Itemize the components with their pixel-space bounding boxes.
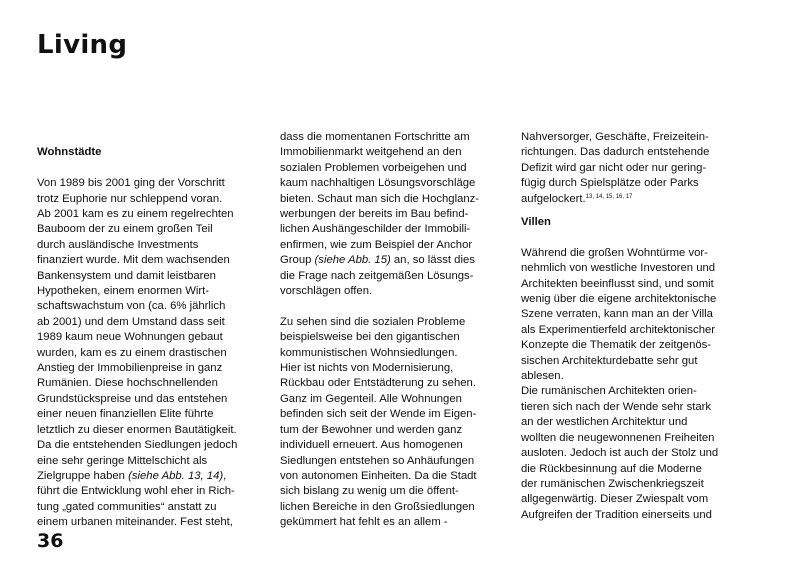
body-line: befinden sich seit der Wende im Eigen- [280, 408, 477, 421]
body-line: eine sehr geringe Mittelschicht als [37, 454, 208, 467]
body-text: Group [280, 254, 315, 267]
body-line: gekümmert hat fehlt es an allem - [280, 516, 448, 529]
body-line: kaum nachhaltigen Lösungsvorschläge [280, 177, 476, 190]
body-line: lichen Bereiche in den Großsiedlungen [280, 500, 475, 513]
body-line: Aufgreifen der Tradition einerseits und [521, 508, 712, 521]
body-line: Während die großen Wohntürme vor- [521, 246, 708, 259]
body-line: Grundstückspreise und das entstehen [37, 392, 228, 405]
body-text: , [223, 469, 227, 482]
body-line: tieren sich nach der Wende sehr stark [521, 400, 712, 413]
body-line: Szene verraten, kann man an der Villa [521, 308, 713, 321]
body-line: Zu sehen sind die sozialen Probleme [280, 315, 466, 328]
figure-reference: (siehe Abb. 15) [314, 254, 391, 267]
body-line: letztlich zu dieser enormen Bautätigkeit. [37, 423, 237, 436]
body-line [280, 253, 500, 268]
body-line: Da die entstehenden Siedlungen jedoch [37, 439, 238, 452]
body-line: werbungen der bereits im Bau befind- [280, 208, 469, 221]
body-line: wenig über die eigene architektonische [521, 293, 717, 306]
body-line: Bauboom der zu einem großen Teil [37, 223, 213, 236]
body-line: dass die momentanen Fortschritte am [280, 131, 470, 143]
body-line: die Rückbesinnung auf die Moderne [521, 462, 702, 475]
body-line: einer neuen finanziellen Elite führte [37, 408, 214, 421]
body-line: tung „gated communities“ anstatt zu [37, 500, 217, 513]
body-line: sich bislang zu wenig um die öffent- [280, 485, 459, 498]
body-line: durch ausländische Investments [37, 238, 199, 251]
body-line: ausloten. Jedoch ist auch der Stolz und [521, 447, 719, 460]
body-text: an, so lässt dies [390, 254, 475, 267]
body-line: Ganz im Gegenteil. Alle Wohnungen [280, 392, 462, 405]
text-column-2 [280, 130, 500, 531]
body-line: die Frage nach zeitgemäßen Lösungs- [280, 269, 474, 282]
body-line: Ab 2001 kam es zu einem regelrechten [37, 208, 234, 220]
body-line: einem urbanen miteinander. Fest steht, [37, 516, 233, 529]
body-line [521, 192, 741, 207]
body-line: Defizit wird gar nicht oder nur gering- [521, 161, 707, 174]
body-line: bieten. Schaut man sich die Hochglanz- [280, 192, 480, 205]
body-line: allgegenwärtig. Dieser Zwiespalt vom [521, 493, 709, 506]
body-line: sischen Architekturdebatte sehr gut [521, 354, 698, 367]
body-line: tum der Bewohner und werden ganz [280, 423, 463, 436]
figure-reference: (siehe Abb. 13, 14) [128, 469, 224, 482]
body-text: Zielgruppe haben [37, 469, 129, 482]
body-line: führt die Entwicklung wohl eher in Rich- [37, 485, 235, 498]
body-line: Von 1989 bis 2001 ging der Vorschritt [37, 177, 225, 190]
body-line: Immobilienmarkt weitgehend an den [280, 146, 462, 159]
footnote-references: 13, 14, 15, 16, 17 [585, 193, 633, 200]
body-line: Hier ist nichts von Modernisierung, [280, 362, 454, 375]
text-column-1 [37, 130, 257, 531]
body-line: Architekten beeinflusst sind, und somit [521, 277, 714, 290]
body-line: nehmlich von westliche Investoren und [521, 262, 716, 275]
body-line: enfirmen, wie zum Beispiel der Anchor [280, 238, 473, 251]
body-line: Rückbau oder Entstädterung zu sehen. [280, 377, 476, 390]
body-line: Hypotheken, einem enormen Wirt- [37, 285, 210, 298]
body-line: von autonomen Einheiten. Da die Stadt [280, 469, 477, 482]
body-line: an der westlichen Architektur und [521, 416, 688, 429]
body-line: Rumänien. Diese hochschnellenden [37, 377, 218, 390]
body-line: trotz Euphorie nur schleppend voran. [37, 192, 223, 205]
body-line: Die rumänischen Architekten orien- [521, 385, 697, 398]
body-text: aufgelockert. [521, 192, 586, 205]
body-line: Siedlungen entstehen so Anhäufungen [280, 454, 475, 467]
body-line: Anstieg der Immobilienpreise in ganz [37, 362, 223, 375]
body-line: kommunistischen Wohnsiedlungen. [280, 346, 458, 359]
body-line: der rumänischen Zwischenkriegszeit [521, 477, 704, 490]
body-line: 1989 kaum neue Wohnungen gebaut [37, 331, 223, 344]
section-heading-wohnstaedte: Wohnstädte [37, 146, 102, 159]
body-line: lichen Aushängeschilder der Immobili- [280, 223, 471, 236]
page-title: Living [37, 30, 128, 60]
body-line: fügig durch Spielsplätze oder Parks [521, 177, 699, 190]
page-number: 36 [37, 530, 64, 552]
body-line: Bankensystem und damit leistbaren [37, 269, 216, 282]
body-line [37, 469, 257, 484]
body-line: beispielsweise bei den gigantischen [280, 331, 460, 344]
text-column-3 [521, 130, 741, 523]
body-line: Konzepte die Thematik der zeitgenös- [521, 339, 712, 352]
body-line: ablesen. [521, 370, 564, 383]
body-line: wurden, kam es zu einem drastischen [37, 346, 227, 359]
body-line: wollten die neugewonnenen Freiheiten [521, 431, 715, 444]
body-line: finanziert wurde. Mit dem wachsenden [37, 254, 230, 267]
body-line: sozialen Problemen vorbeigehen und [280, 161, 467, 174]
body-line: richtungen. Das dadurch entstehende [521, 146, 710, 159]
body-line: ab 2001) und dem Umstand dass seit [37, 315, 225, 328]
body-line: als Experimentierfeld architektonischer [521, 323, 716, 336]
body-line: individuell erneuert. Aus homogenen [280, 439, 463, 452]
body-line: vorschlägen offen. [280, 285, 373, 298]
body-line: schaftswachstum von (ca. 6% jährlich [37, 300, 226, 313]
section-heading-villen: Villen [521, 216, 551, 229]
body-line: Nahversorger, Geschäfte, Freizeitein- [521, 131, 709, 143]
